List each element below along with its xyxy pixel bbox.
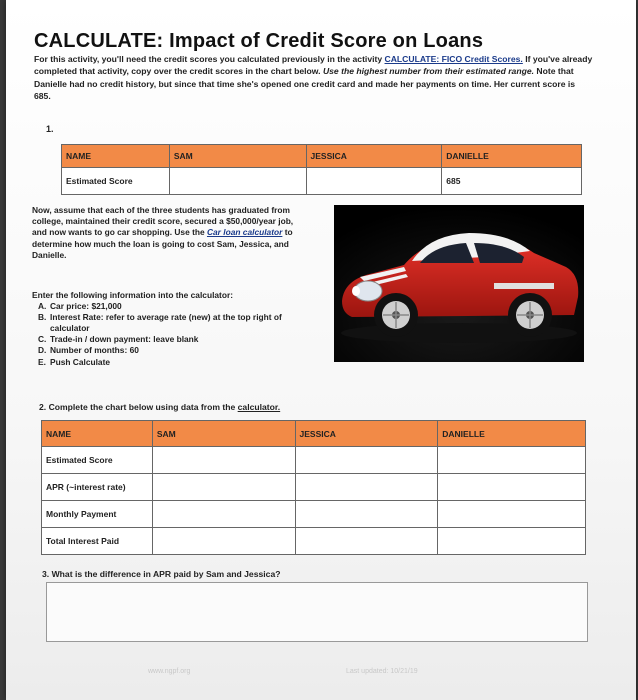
intro-text-3: Note that Danielle had no credit history, but since that time she's opened one credit card and made her payments on time. Her current score is 685. <box>34 66 576 102</box>
footer-site: www.ngpf.org <box>148 668 191 675</box>
cell-danielle-score[interactable]: 685 <box>442 168 582 195</box>
header-name: NAME <box>42 421 153 447</box>
list-item: D. Number of months: 60 <box>38 345 139 356</box>
cell-jessica-score[interactable] <box>306 168 442 195</box>
table-header-row <box>62 145 582 168</box>
header-sam: SAM <box>169 145 306 168</box>
cell-sam-score[interactable] <box>169 168 306 195</box>
question-1-number: 1. <box>46 124 54 134</box>
intro-text-1: For this activity, you'll need the credit scores you calculated previously in the activity <box>34 54 385 64</box>
header-danielle: DANIELLE <box>438 421 586 447</box>
instructions-lead: Enter the following information into the calculator: <box>32 290 233 300</box>
list-item: E. Push Calculate <box>38 356 111 367</box>
table-row: Total Interest Paid <box>42 528 586 555</box>
list-item: B. Interest Rate: refer to average rate (new) at the top right of calculator <box>38 312 282 334</box>
header-danielle: DANIELLE <box>442 145 582 168</box>
list-item: A. Car price: $21,000 <box>38 301 122 312</box>
question-3-prompt: 3. What is the difference in APR paid by Sam and Jessica? <box>42 569 281 579</box>
table-row: Monthly Payment <box>42 501 586 528</box>
header-sam: SAM <box>152 421 295 447</box>
car-illustration <box>334 205 584 362</box>
header-name: NAME <box>62 145 170 168</box>
list-item: C. Trade-in / down payment: leave blank <box>38 334 199 345</box>
table-row: APR (~interest rate) <box>42 474 586 501</box>
page-title: CALCULATE: Impact of Credit Score on Loans <box>34 30 484 52</box>
question-3-answer-box[interactable] <box>46 582 588 642</box>
loan-results-table <box>41 420 586 555</box>
question-2-number: 2. <box>39 402 47 412</box>
question-2-prompt: 2. Complete the chart below using data from the calculator. <box>39 402 281 412</box>
table-row: Estimated Score <box>42 447 586 474</box>
intro-text-2: If you've already completed that activity, copy over the credit scores in the chart below. <box>34 54 593 77</box>
fico-activity-link[interactable]: CALCULATE: FICO Credit Scores. <box>384 54 523 64</box>
calculator-link[interactable]: calculator. <box>237 402 281 412</box>
intro-paragraph <box>34 53 594 103</box>
header-jessica: JESSICA <box>295 421 438 447</box>
car-loan-calculator-link[interactable]: Car loan calculator <box>206 227 283 238</box>
row-label-estimated-score: Estimated Score <box>62 168 170 195</box>
intro-emphasis: Use the highest number from their estimated range. <box>322 66 535 77</box>
scenario-text-2: to determine how much the loan is going to cost Sam, Jessica, and Danielle. <box>32 227 293 260</box>
red-car-image <box>334 205 584 362</box>
scenario-text-1: Now, assume that each of the three students has graduated from college, maintained their credit score, secured a $50,000/year job, and now wants to go car shopping. Use the <box>32 205 294 238</box>
header-jessica: JESSICA <box>306 145 442 168</box>
table-row <box>62 168 582 195</box>
worksheet-page <box>6 0 636 700</box>
estimated-score-table <box>61 144 582 195</box>
calculator-instructions <box>32 290 322 368</box>
table-header-row <box>42 421 586 447</box>
question-3-number: 3. <box>42 569 50 579</box>
footer-updated: Last updated: 10/21/19 <box>346 668 418 675</box>
scenario-paragraph <box>32 205 302 261</box>
